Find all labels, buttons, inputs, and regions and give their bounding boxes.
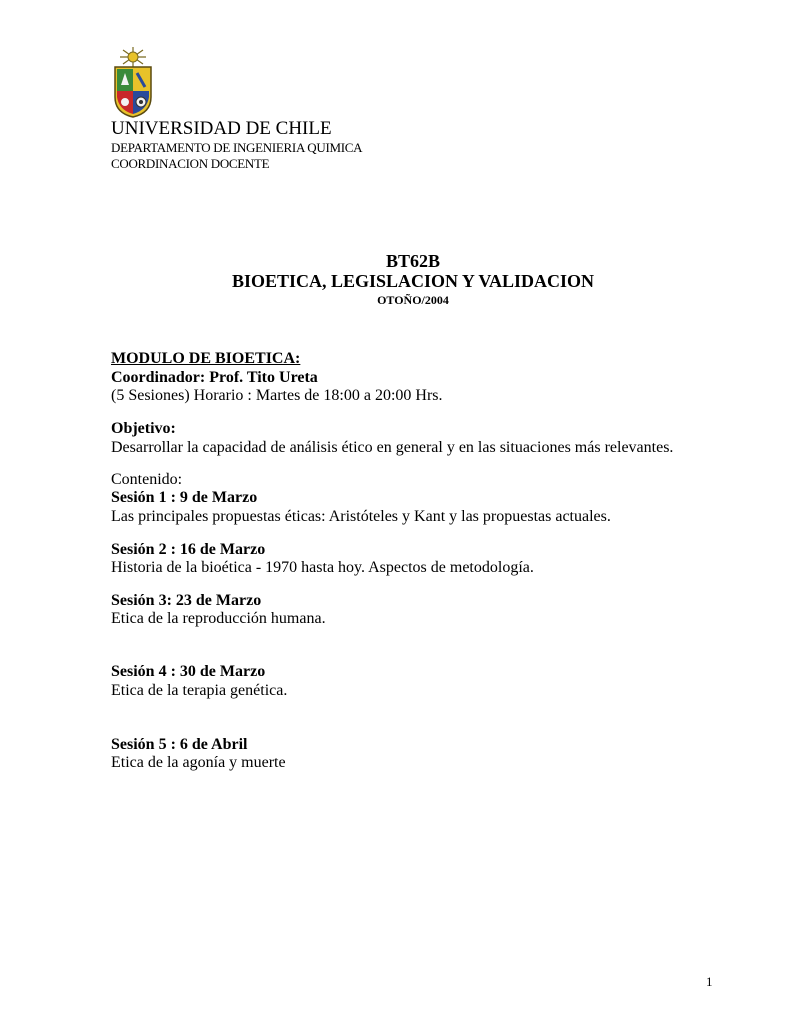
university-name: UNIVERSIDAD DE CHILE (111, 118, 332, 139)
session-title: Sesión 1 : 9 de Marzo (111, 489, 258, 506)
office-name: COORDINACION DOCENTE (111, 156, 270, 171)
coordinator-line: Coordinador: Prof. Tito Ureta (111, 369, 318, 386)
course-title: BIOETICA, LEGISLACION Y VALIDACION (231, 271, 595, 291)
session-title: Sesión 5 : 6 de Abril (111, 736, 248, 753)
session-title: Sesión 4 : 30 de Marzo (111, 663, 266, 680)
content-label: Contenido: (111, 471, 183, 488)
session-topic: Etica de la terapia genética. (111, 682, 288, 699)
course-term: OTOÑO/2004 (377, 293, 449, 307)
session-topic: Las principales propuestas éticas: Aristóteles y Kant y las propuestas actuales. (111, 508, 611, 525)
module-heading: MODULO DE BIOETICA: (111, 350, 301, 367)
session-topic: Etica de la reproducción humana. (111, 610, 326, 627)
schedule-line: (5 Sesiones) Horario : Martes de 18:00 a 20:00 Hrs. (111, 387, 443, 404)
session-topic: Etica de la agonía y muerte (111, 754, 286, 771)
department-name: DEPARTAMENTO DE INGENIERIA QUIMICA (111, 140, 363, 155)
objective-label: Objetivo: (111, 420, 176, 437)
university-crest-icon (110, 45, 156, 119)
page-number: 1 (706, 974, 713, 989)
course-code: BT62B (385, 251, 441, 271)
session-title: Sesión 3: 23 de Marzo (111, 592, 262, 609)
objective-text: Desarrollar la capacidad de análisis ético en general y en las situaciones más relevantes. (111, 439, 674, 456)
session-topic: Historia de la bioética - 1970 hasta hoy. Aspectos de metodología. (111, 559, 534, 576)
session-title: Sesión 2 : 16 de Marzo (111, 541, 266, 558)
